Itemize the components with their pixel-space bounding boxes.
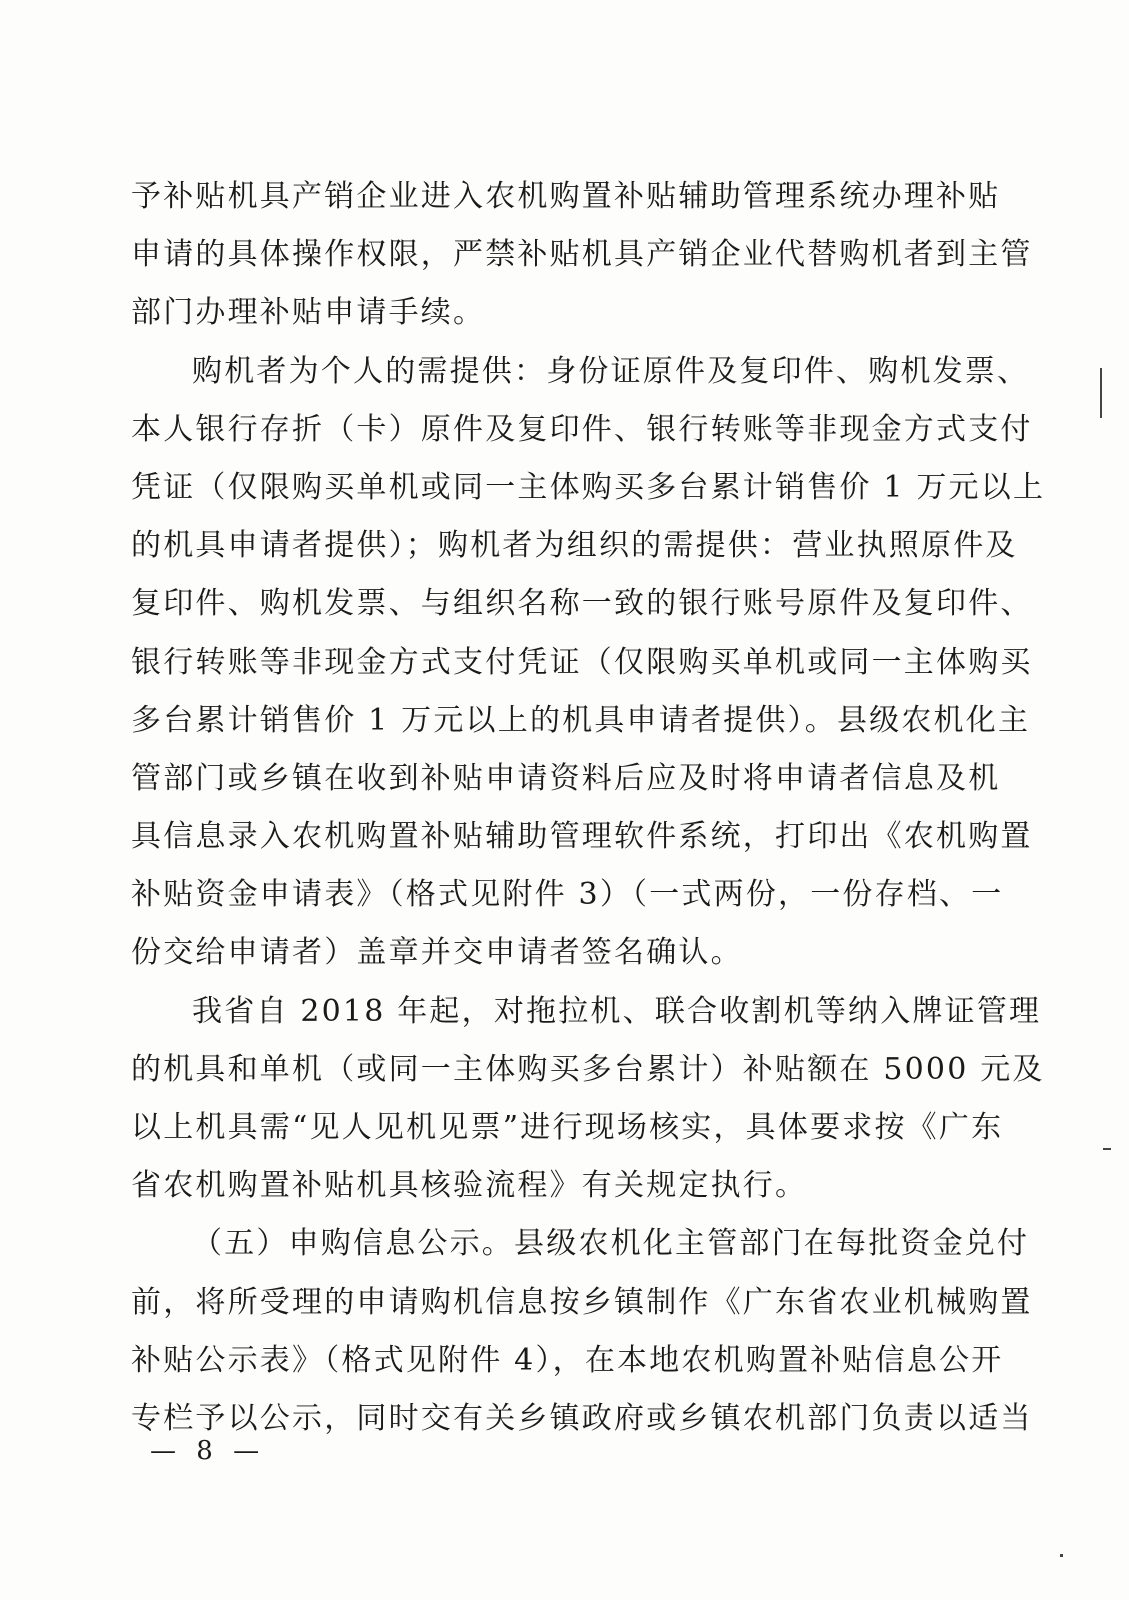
- text-line: 补贴公示表》（格式见附件 4），在本地农机购置补贴信息公开: [131, 1342, 1004, 1378]
- text-line: 以上机具需“见人见机见票”进行现场核实，具体要求按《广东: [131, 1110, 1004, 1145]
- text-line: 复印件、购机发票、与组织名称一致的银行账号原件及复印件、: [131, 586, 1033, 622]
- paragraph-2: [131, 343, 1046, 983]
- text-line: 申请的具体操作权限，严禁补贴机具产销企业代替购机者到主管: [131, 237, 1033, 273]
- text-line: 管部门或乡镇在收到补贴申请资料后应及时将申请者信息及机: [131, 760, 1001, 796]
- text-line: 省农机购置补贴机具核验流程》有关规定执行。: [131, 1168, 808, 1204]
- text-line: 部门办理补贴申请手续。: [131, 295, 486, 331]
- paragraph-3: [131, 983, 1045, 1216]
- text-line: 予补贴机具产销企业进入农机购置补贴辅助管理系统办理补贴: [131, 179, 1001, 214]
- text-line: 专栏予以公示，同时交有关乡镇政府或乡镇农机部门负责以适当: [131, 1400, 1033, 1436]
- text-line: （五）申购信息公示。县级农机化主管部门在每批资金兑付: [192, 1226, 1030, 1262]
- text-line: 凭证（仅限购买单机或同一主体购买多台累计销售价 1 万元以上: [131, 469, 1046, 505]
- scan-artifact: [1100, 368, 1102, 418]
- scan-artifact: [1103, 1148, 1111, 1150]
- text-line: 多台累计销售价 1 万元以上的机具申请者提供）。县级农机化主: [131, 702, 1031, 738]
- text-line: 本人银行存折（卡）原件及复印件、银行转账等非现金方式支付: [131, 411, 1033, 447]
- text-line: 我省自 2018 年起，对拖拉机、联合收割机等纳入牌证管理: [192, 993, 1042, 1029]
- text-line: 的机具申请者提供）；购机者为组织的需提供：营业执照原件及: [131, 528, 1018, 564]
- text-line: 补贴资金申请表》（格式见附件 3）（一式两份，一份存档、一: [131, 877, 1004, 913]
- text-line: 份交给申请者）盖章并交申请者签名确认。: [131, 935, 743, 971]
- page-number: — 8 —: [150, 1436, 266, 1466]
- document-body: [131, 168, 1046, 1448]
- text-line: 购机者为个人的需提供：身份证原件及复印件、购机发票、: [192, 353, 1030, 389]
- scan-artifact: [1060, 1554, 1063, 1557]
- paragraph-1: [131, 168, 1033, 343]
- text-line: 前，将所受理的申请购机信息按乡镇制作《广东省农业机械购置: [131, 1284, 1033, 1320]
- paragraph-4: [131, 1215, 1033, 1448]
- text-line: 银行转账等非现金方式支付凭证（仅限购买单机或同一主体购买: [131, 644, 1033, 680]
- text-line: 具信息录入农机购置补贴辅助管理软件系统，打印出《农机购置: [131, 819, 1033, 855]
- text-line: 的机具和单机（或同一主体购买多台累计）补贴额在 5000 元及: [131, 1051, 1045, 1087]
